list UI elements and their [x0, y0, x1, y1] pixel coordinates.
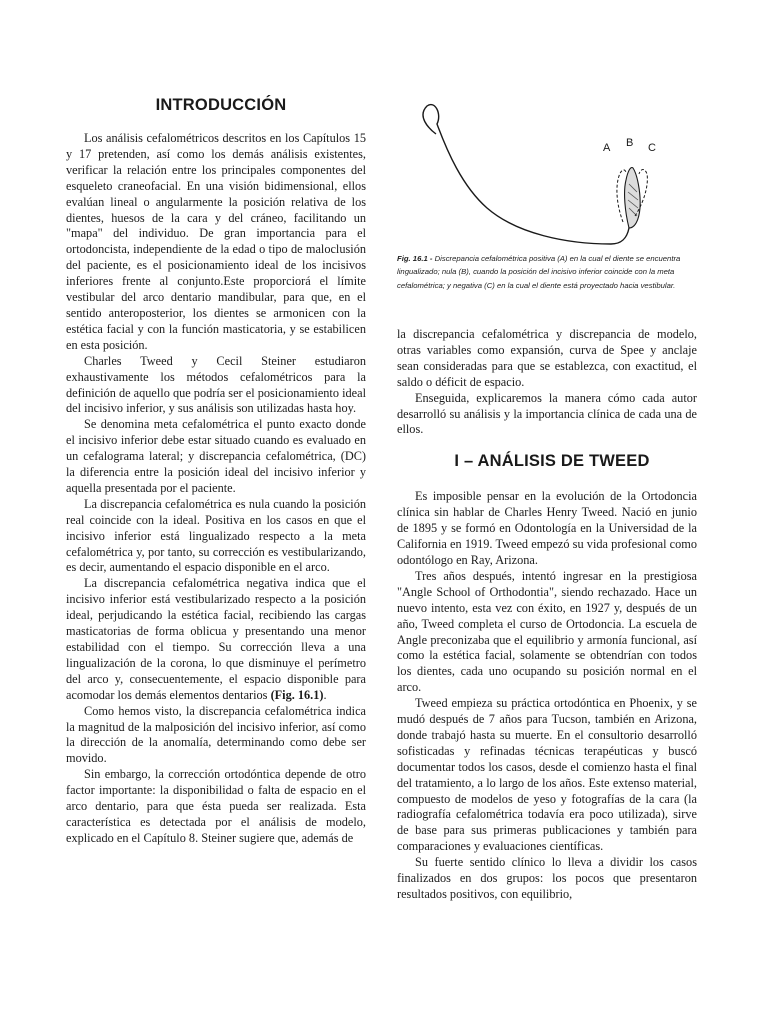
- section-title-introduccion: INTRODUCCIÓN: [155, 96, 287, 114]
- tweed-paragraph-3: Tweed empieza su práctica ortodóntica en Phoenix, y se mudó después de 7 años para Tucson, también en Arizona, donde trabajó hasta su muerte. En el consultorio desarrolló sofisticadas y refinadas técnicas terapéuticas y buscó documentar todos los casos, desde el comienzo hasta el final del tratamiento, a lo largo de los años. Este extenso material, compuesto de modelos de yeso y fotografías de la cara (la radiografía cefalométrica todavía era poco utilizada), sirve de base para sus primeras publicaciones y también para comparaciones y evaluaciones científicas.: [397, 696, 697, 854]
- intro-paragraph-2: Charles Tweed y Cecil Steiner estudiaron exhaustivamente los métodos cefalométricos para la definición de aquello que podría ser el posicionamiento ideal del incisivo inferior, y sus análisis son utilizadas hasta hoy.: [66, 353, 366, 416]
- figure-reference[interactable]: (Fig. 16.1): [270, 687, 324, 702]
- figure-reference-suffix: .: [323, 687, 327, 702]
- tweed-paragraph-4: Su fuerte sentido clínico lo lleva a dividir los casos finalizados en dos grupos: los pocos que presentaron resultados positivos, con equilibrio,: [397, 855, 697, 901]
- incisor-tooth-shape: [625, 168, 641, 229]
- incisor-diagram: [397, 96, 697, 251]
- label-a: A: [603, 142, 611, 154]
- figure-16-1: [397, 96, 697, 251]
- intro-paragraph-6: Como hemos visto, la discrepancia cefalométrica indica la magnitud de la malposición del incisivo inferior, así como la dirección de la anomalía, determinando como debe ser movido.: [66, 703, 366, 766]
- intro-paragraph-4: La discrepancia cefalométrica es nula cuando la posición real coincide con la ideal. Positiva en los casos en que el incisivo inferior está lingualizado respecto a la meta cefalométrica y, por tanto, su corrección es vestibularizando, es decir, aumentando el espacio disponible en el arco.: [66, 496, 366, 575]
- right-paragraph-2: Enseguida, explicaremos la manera cómo cada autor desarrolló su análisis y la importancia clínica de cada una de ellos.: [397, 390, 697, 437]
- label-c: C: [648, 142, 656, 154]
- figure-caption: [397, 252, 697, 292]
- mandible-outline: [423, 105, 634, 244]
- right-column: [397, 327, 697, 903]
- tweed-paragraph-1: Es imposible pensar en la evolución de la Ortodoncia clínica sin hablar de Charles Henry Tweed. Nació en junio de 1895 y se formó en Odontología en la Universidad de la California en 1919. Tweed empezó su vida profesional como odontólogo en Ray, Arizona.: [397, 489, 697, 567]
- left-column: [66, 96, 366, 847]
- intro-paragraph-1: Los análisis cefalométricos descritos en los Capítulos 15 y 17 pretenden, así como los demás análisis existentes, verificar la relación entre los principales componentes del esqueleto craneofacial. En una visión bidimensional, ellos evalúan lineal o angularmente la posición relativa de los dientes, huesos de la cara y del cráneo, facilitando un "mapa" del individuo. De gran importancia para el ortodoncista, independiente de la edad o tipo de maloclusión del paciente, es el posicionamiento ideal de los incisivos inferiores frente al conjunto.Este proporciorá el límite vestibular del arco dentario mandibular, para que, en el sentido anteroposterior, los dientes se armonicen con la estética facial y con la función masticatoria, y se estabilicen en esta posición.: [66, 131, 366, 352]
- figure-caption-text: Discrepancia cefalométrica positiva (A) en la cual el diente se encuentra lingualizado; nula (B), cuando la posición del incisivo inferior coincide con la meta cefalométrica; y negativa (C) en la cual el diente está proyectado hacia vestibular.: [397, 254, 681, 290]
- intro-paragraph-7: Sin embargo, la corrección ortodóntica depende de otro factor importante: la disponibilidad o falta de espacio en el arco dentario, para que ésta pueda ser realizada. Esta característica es detectada por el análisis de modelo, explicado en el Capítulo 8. Steiner sugiere que, además de: [66, 767, 366, 845]
- section-title-tweed: I – ANÁLISIS DE TWEED: [454, 452, 650, 471]
- figure-caption-label: Fig. 16.1 -: [397, 254, 433, 263]
- intro-paragraph-5-text: La discrepancia cefalométrica negativa indica que el incisivo inferior está vestibularizado respecto a la posición ideal, perjudicando la estética facial, recibiendo las cargas masticatorias de forma oblicua y presentando una menor estabilidad con el tiempo. Su corrección lleva a una lingualización de la corona, lo que disminuye el perímetro del arco y, consecuentemente, el espacio disponible para acomodar los demás elementos dentarios: [66, 576, 366, 702]
- intro-paragraph-5: [66, 576, 366, 703]
- tweed-paragraph-2: Tres años después, intentó ingresar en la prestigiosa "Angle School of Orthodontia", siendo rechazado. Hace un nuevo intento, esta vez con éxito, en 1927 y, después de un año, Tweed completa el curso de Ortodoncia. La escuela de Angle preconizaba que el equilibrio y armonía funcional, así como la estética facial, solamente se obtendrían con todos los dientes, cada uno ocupando su posición normal en el arco.: [397, 568, 697, 695]
- intro-paragraph-3: Se denomina meta cefalométrica el punto exacto donde el incisivo inferior debe estar situado cuando es evaluado en un cefalograma lateral; y discrepancia cefalométrica, (DC) la diferencia entre la posición ideal del incisivo inferior y aquella presentada por el paciente.: [66, 417, 366, 495]
- label-b: B: [626, 137, 634, 149]
- continued-paragraph: la discrepancia cefalométrica y discrepancia de modelo, otras variables como expansión, curva de Spee y anclaje sean consideradas para que se establezca, con exactitud, el saldo o déficit de espacio.: [397, 327, 697, 389]
